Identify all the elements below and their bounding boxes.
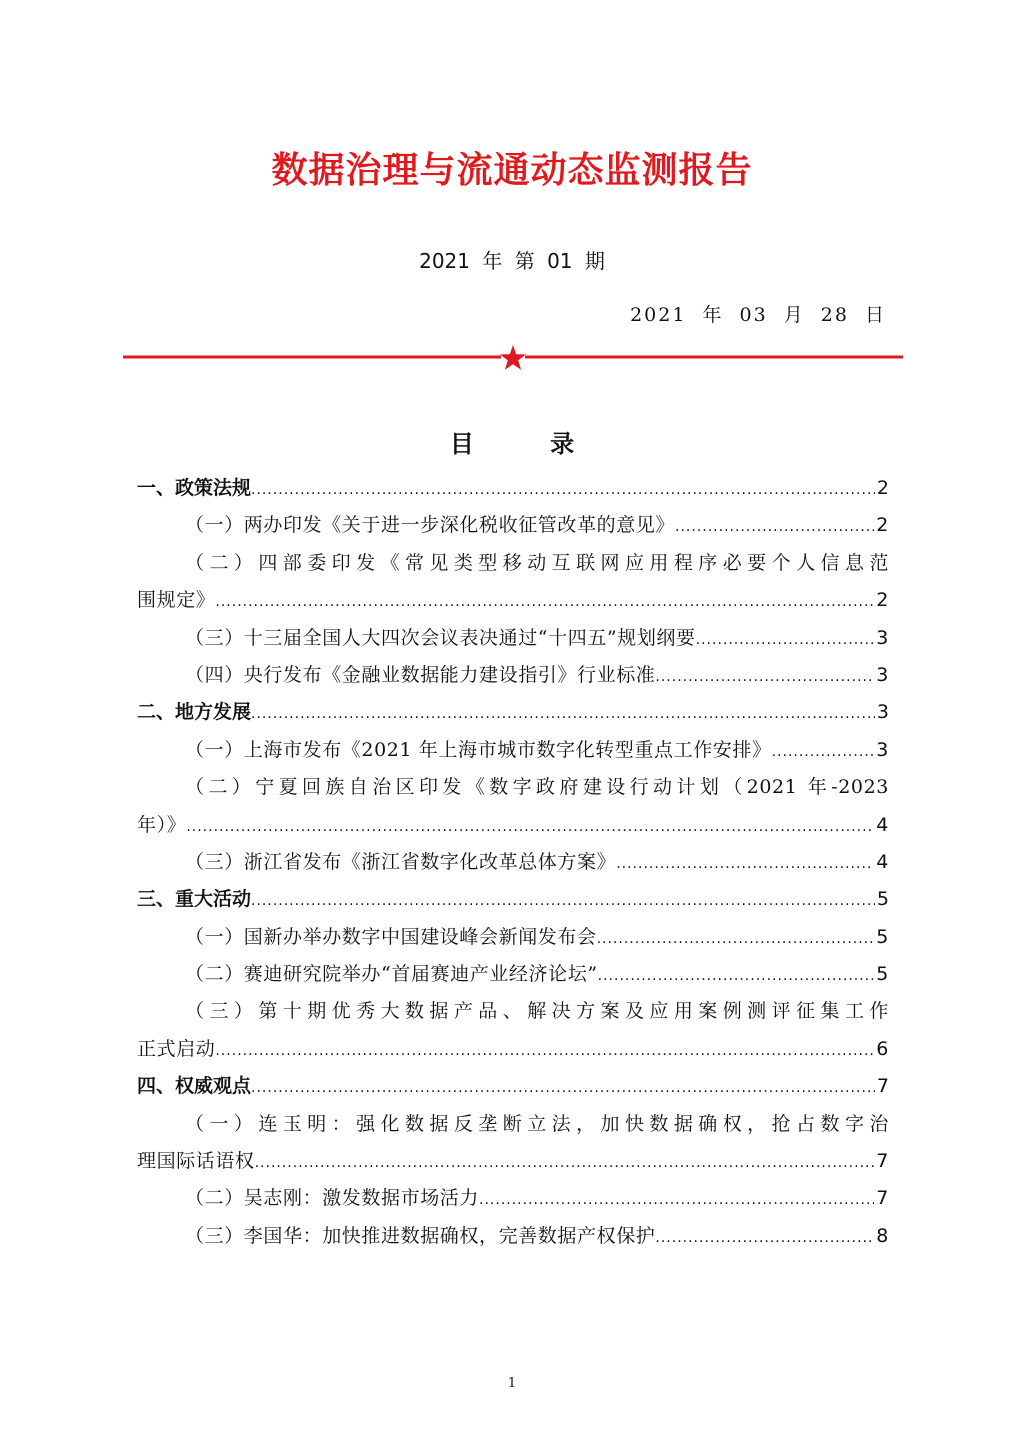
toc-page-number: 4 — [876, 850, 889, 873]
toc-section[interactable] — [137, 470, 889, 507]
toc-item[interactable] — [137, 620, 889, 657]
toc-page-number: 2 — [876, 477, 889, 499]
toc-page-number: 7 — [876, 1150, 889, 1173]
dot-leader — [597, 921, 875, 956]
dot-leader — [251, 472, 875, 507]
toc-item-text: （四）央行发布《金融业数据能力建设指引》行业标准 — [185, 663, 656, 686]
toc-page-number: 6 — [876, 1037, 889, 1060]
toc-item[interactable] — [137, 844, 889, 881]
toc-section[interactable] — [137, 694, 889, 731]
toc-page-number: 5 — [876, 963, 889, 986]
toc-item-text: （一）两办印发《关于进一步深化税收征管改革的意见》 — [185, 514, 676, 537]
page-number: 1 — [507, 1376, 517, 1391]
toc-item[interactable] — [137, 1106, 889, 1181]
toc-item-text: 年）》 — [137, 813, 187, 836]
toc-item-text-line: （二）宁夏回族自治区印发《数字政府建设行动计划（2021 年-2023 — [185, 776, 889, 799]
toc-item-text: （三）李国华：加快推进数据确权，完善数据产权保护 — [185, 1224, 656, 1247]
publish-date: 2021 年 03 月 28 日 — [630, 304, 886, 326]
toc-section-title: 一、政策法规 — [137, 477, 252, 499]
issue-number: 2021 年 第 01 期 — [419, 249, 605, 273]
toc-section-title: 二、地方发展 — [137, 701, 252, 724]
toc-item-text: 围规定》 — [137, 589, 216, 612]
dot-leader — [696, 622, 875, 657]
toc-item[interactable] — [137, 1218, 889, 1255]
dot-leader — [772, 734, 875, 769]
dot-leader — [251, 696, 875, 731]
dot-leader — [655, 659, 874, 694]
dot-leader — [675, 509, 874, 544]
dot-leader — [215, 1033, 874, 1068]
red-separator — [123, 341, 903, 377]
toc-heading: 目 录 — [449, 430, 609, 458]
dot-leader — [616, 846, 874, 881]
toc-item-text-line: （三）第十期优秀大数据产品、解决方案及应用案例测评征集工作 — [185, 1000, 889, 1023]
toc-item[interactable] — [137, 769, 889, 844]
toc-page-number: 3 — [876, 738, 889, 761]
toc-item[interactable] — [137, 919, 889, 956]
toc-item-text: （一）国新办举办数字中国建设峰会新闻发布会 — [185, 925, 597, 948]
toc-section[interactable] — [137, 1068, 889, 1105]
toc-item-text: 正式启动 — [137, 1037, 216, 1060]
toc-page-number: 8 — [876, 1224, 889, 1247]
toc-section-title: 四、权威观点 — [137, 1075, 252, 1098]
toc-page-number: 4 — [876, 813, 889, 836]
toc-page-number: 5 — [876, 888, 889, 911]
toc-item-text: （二）吴志刚：激发数据市场活力 — [185, 1187, 480, 1210]
dot-leader — [186, 809, 874, 844]
toc-section-title: 三、重大活动 — [137, 888, 252, 911]
toc-item[interactable] — [137, 545, 889, 620]
toc-item-text: （三）浙江省发布《浙江省数字化改革总体方案》 — [185, 850, 617, 873]
toc-item-text-line: （一）连玉明：强化数据反垄断立法，加快数据确权，抢占数字治 — [185, 1112, 889, 1135]
toc-item[interactable] — [137, 956, 889, 993]
toc-item-text: 理国际话语权 — [137, 1150, 255, 1173]
toc-page-number: 3 — [876, 701, 889, 724]
table-of-contents — [137, 470, 889, 1255]
toc-page-number: 5 — [876, 925, 889, 948]
toc-page-number: 2 — [876, 589, 889, 612]
dot-leader — [598, 958, 875, 993]
dot-leader — [251, 1070, 875, 1105]
toc-item-text-line: （二）四部委印发《常见类型移动互联网应用程序必要个人信息范 — [185, 551, 889, 574]
toc-page-number: 3 — [876, 663, 889, 686]
toc-item[interactable] — [137, 993, 889, 1068]
toc-page-number: 3 — [876, 626, 889, 649]
toc-item[interactable] — [137, 657, 889, 694]
toc-page-number: 7 — [876, 1075, 889, 1098]
toc-item[interactable] — [137, 732, 889, 769]
star-icon — [500, 345, 526, 370]
report-title: 数据治理与流通动态监测报告 — [271, 149, 753, 191]
dot-leader — [255, 1145, 875, 1180]
dot-leader — [655, 1220, 874, 1255]
toc-item[interactable] — [137, 1180, 889, 1217]
dot-leader — [215, 584, 874, 619]
toc-item-text: （一）上海市发布《2021 年上海市城市数字化转型重点工作安排》 — [185, 738, 772, 761]
toc-item[interactable] — [137, 507, 889, 544]
dot-leader — [479, 1182, 874, 1217]
dot-leader — [251, 883, 875, 918]
toc-item-text: （三）十三届全国人大四次会议表决通过“十四五”规划纲要 — [185, 626, 696, 649]
toc-page-number: 2 — [876, 514, 889, 537]
toc-item-text: （二）赛迪研究院举办“首届赛迪产业经济论坛” — [185, 963, 598, 986]
toc-section[interactable] — [137, 881, 889, 918]
toc-page-number: 7 — [876, 1187, 889, 1210]
